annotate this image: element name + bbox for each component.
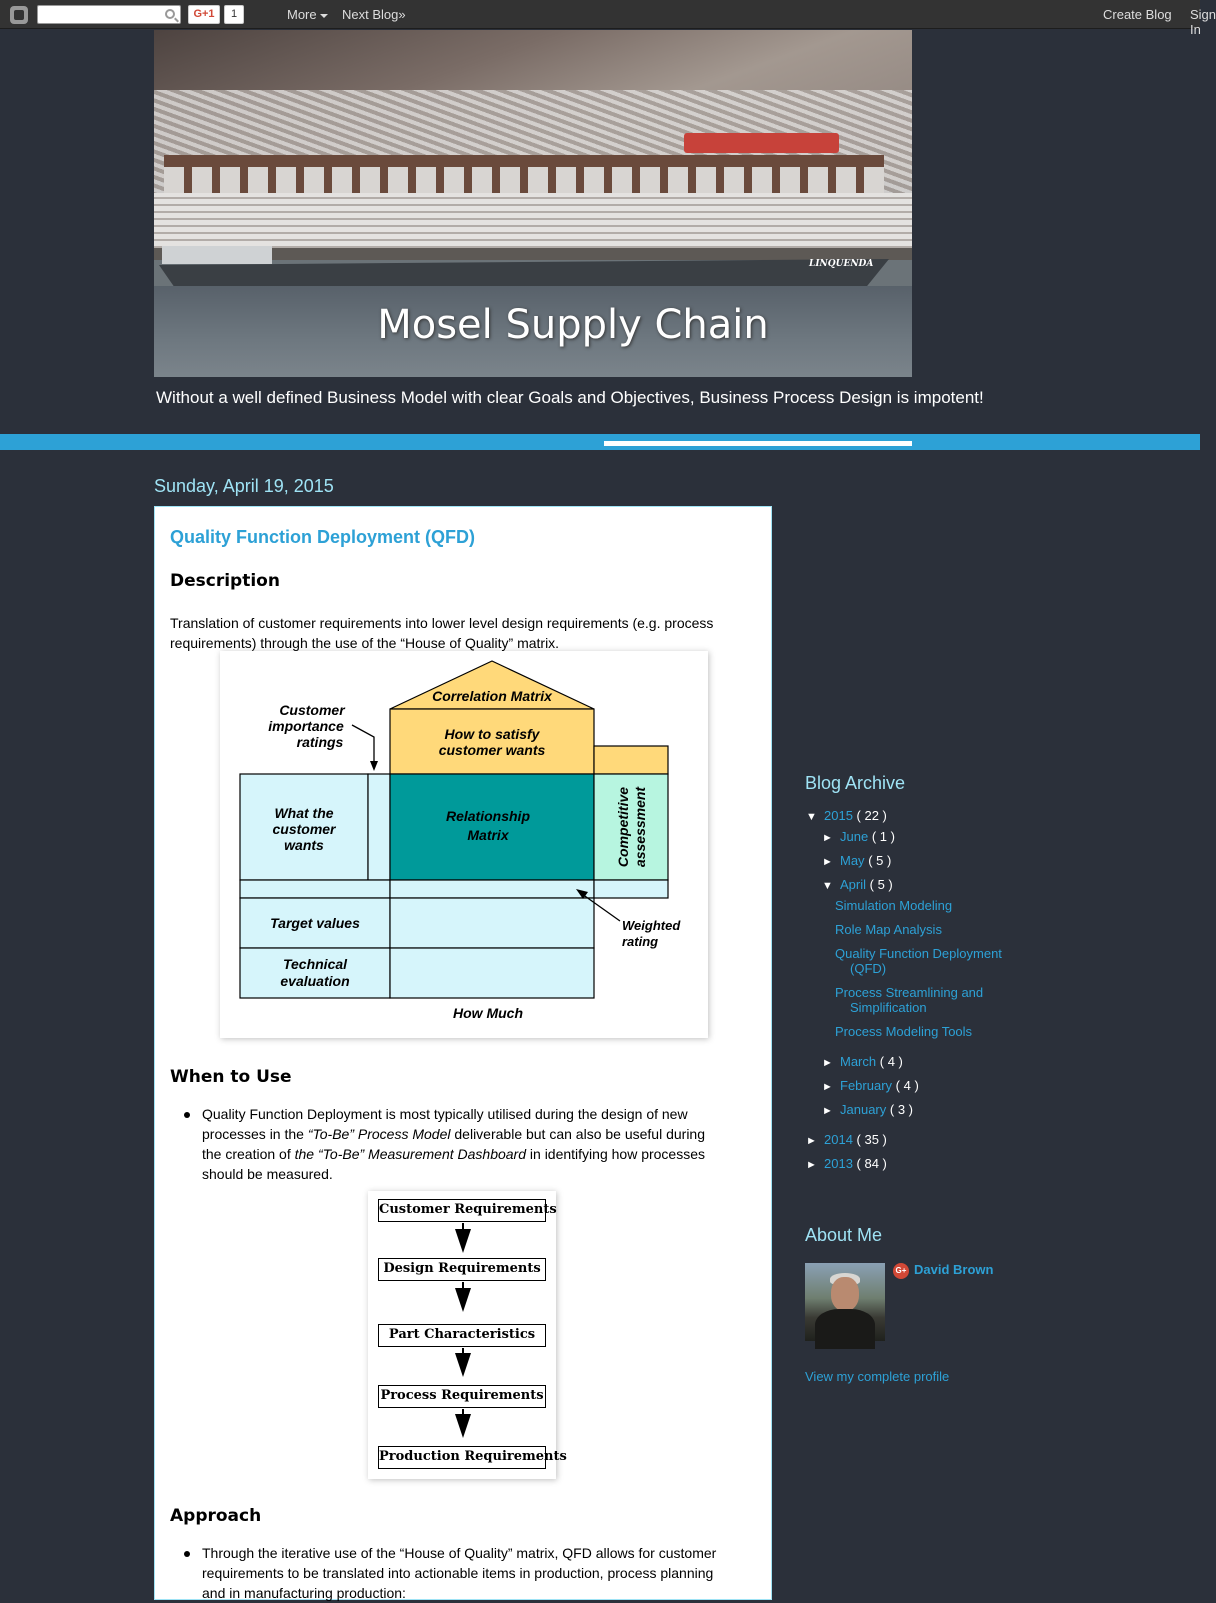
- approach-heading: Approach: [170, 1506, 262, 1526]
- view-profile-link[interactable]: View my complete profile: [805, 1369, 950, 1384]
- technical-label-2: evaluation: [280, 973, 350, 989]
- blog-title[interactable]: Mosel Supply Chain: [377, 302, 769, 348]
- archive-month-march[interactable]: [822, 1054, 903, 1069]
- post-title[interactable]: Quality Function Deployment (QFD): [170, 527, 475, 547]
- collapsed-toggle-icon[interactable]: ►: [822, 856, 833, 868]
- list-item: [202, 1104, 722, 1184]
- archive-month-january[interactable]: [822, 1102, 913, 1117]
- relationship-label-2: Matrix: [467, 827, 509, 843]
- technical-label-1: Technical: [282, 956, 348, 972]
- search-input[interactable]: [37, 5, 181, 24]
- how-much-label: How Much: [453, 1005, 523, 1021]
- tabs-bar: [0, 434, 1200, 450]
- archive-post-link[interactable]: Process Modeling Tools: [835, 1024, 973, 1039]
- archive-year-2013[interactable]: [806, 1156, 887, 1171]
- month-link[interactable]: June: [840, 829, 869, 844]
- customer-importance-label-1: Customer: [279, 702, 345, 718]
- flow-process-requirements: Process Requirements: [378, 1385, 546, 1408]
- archive-year-2015[interactable]: [806, 808, 887, 823]
- month-link[interactable]: May: [840, 853, 865, 868]
- relationship-label-1: Relationship: [445, 808, 531, 824]
- expanded-toggle-icon[interactable]: ▼: [806, 811, 817, 823]
- month-count: ( 4 ): [895, 1078, 919, 1093]
- month-count: ( 5 ): [869, 877, 893, 892]
- archive-post-link[interactable]: Quality Function Deployment: [835, 946, 1002, 961]
- bullet-icon: [184, 1551, 190, 1557]
- archive-year-2014[interactable]: [806, 1132, 887, 1147]
- archive-month-may[interactable]: [822, 853, 891, 868]
- arrow-down-icon: [455, 1229, 471, 1253]
- customer-importance-label-3: ratings: [296, 734, 344, 750]
- description-heading: Description: [170, 571, 280, 591]
- archive-post-link[interactable]: Simulation Modeling: [835, 898, 953, 913]
- competitive-label-2: assessment: [632, 786, 648, 868]
- create-blog-link[interactable]: Create Blog: [1103, 7, 1172, 22]
- what-label-1: What the: [274, 805, 334, 821]
- correlation-matrix-label: Correlation Matrix: [432, 688, 552, 704]
- month-count: ( 4 ): [879, 1054, 903, 1069]
- chevron-down-icon: [320, 14, 328, 18]
- month-count: ( 1 ): [871, 829, 895, 844]
- next-blog-link[interactable]: Next Blog»: [342, 7, 406, 22]
- archive-post-link[interactable]: Role Map Analysis: [835, 922, 942, 937]
- collapsed-toggle-icon[interactable]: ►: [822, 1081, 833, 1093]
- when-text-1: Quality Function Deployment is most typically utilised during the design of new processes in the: [202, 1106, 688, 1142]
- arrow-down-icon: [455, 1414, 471, 1438]
- collapsed-toggle-icon[interactable]: ►: [806, 1159, 817, 1171]
- flow-customer-requirements: Customer Requirements: [378, 1199, 546, 1222]
- year-link[interactable]: 2013: [824, 1156, 853, 1171]
- more-menu[interactable]: [287, 7, 328, 22]
- arrow-down-icon: [455, 1288, 471, 1312]
- blogger-navbar: [0, 0, 1216, 37]
- header-image[interactable]: [154, 30, 912, 377]
- description-text: Translation of customer requirements into lower level design requirements (e.g. process requirements) through the use of the “House of Quality” matrix.: [170, 615, 714, 651]
- when-emphasis-2: the “To-Be” Measurement Dashboard: [294, 1146, 527, 1162]
- month-link[interactable]: February: [840, 1078, 893, 1093]
- customer-importance-label-2: importance: [268, 718, 344, 734]
- year-count: ( 35 ): [856, 1132, 887, 1147]
- flow-production-requirements: Production Requirements: [378, 1446, 546, 1469]
- qfd-flow-figure[interactable]: [368, 1191, 567, 1479]
- month-link[interactable]: April: [840, 877, 867, 892]
- ship-name: LINQUENDA: [809, 259, 874, 269]
- approach-list: [202, 1543, 722, 1603]
- archive-post-link-cont[interactable]: Simplification: [850, 1000, 927, 1015]
- approach-text: Through the iterative use of the “House of Quality” matrix, QFD allows for customer requirements to be translated into actionable items in production, process planning and in manufacturing production:: [202, 1545, 717, 1601]
- what-label-2: customer: [272, 821, 336, 837]
- archive-post-link[interactable]: Process Streamlining and: [835, 985, 984, 1000]
- year-link[interactable]: 2015: [824, 808, 853, 823]
- collapsed-toggle-icon[interactable]: ►: [822, 1057, 833, 1069]
- flow-design-requirements: Design Requirements: [378, 1258, 546, 1281]
- what-label-3: wants: [284, 837, 324, 853]
- viaduct: [164, 167, 884, 193]
- house-of-quality-figure[interactable]: [220, 651, 708, 1038]
- search-icon[interactable]: [165, 9, 175, 19]
- month-link[interactable]: March: [840, 1054, 877, 1069]
- when-to-use-list: [202, 1104, 722, 1184]
- how-label-1: How to satisfy: [444, 726, 540, 742]
- target-values-label: Target values: [270, 915, 360, 931]
- post: [154, 506, 772, 1600]
- flow-part-characteristics: Part Characteristics: [378, 1324, 546, 1347]
- collapsed-toggle-icon[interactable]: ►: [806, 1135, 817, 1147]
- when-emphasis-1: “To-Be” Process Model: [307, 1126, 451, 1142]
- archive-month-february[interactable]: [822, 1078, 919, 1093]
- collapsed-toggle-icon[interactable]: ►: [822, 832, 833, 844]
- month-count: ( 5 ): [868, 853, 892, 868]
- month-link[interactable]: January: [840, 1102, 887, 1117]
- about-me-heading: About Me: [805, 1225, 883, 1245]
- date-header: Sunday, April 19, 2015: [154, 476, 334, 496]
- blog-description: Without a well defined Business Model with clear Goals and Objectives, Business Process Design is impotent!: [156, 388, 984, 407]
- year-link[interactable]: 2014: [824, 1132, 853, 1147]
- blogger-logo-icon[interactable]: [10, 6, 28, 24]
- year-count: ( 22 ): [856, 808, 887, 823]
- how-label-2: customer wants: [438, 742, 546, 758]
- when-text-2: deliverable but can also be useful during the creation of: [202, 1126, 706, 1162]
- archive-post-link-cont[interactable]: (QFD): [850, 961, 887, 976]
- archive-month-june[interactable]: [822, 829, 895, 844]
- sign-in-link[interactable]: Sign In: [1190, 7, 1216, 37]
- bullet-icon: [184, 1112, 190, 1118]
- month-count: ( 3 ): [889, 1102, 913, 1117]
- blog-archive-heading: Blog Archive: [805, 773, 906, 793]
- when-to-use-heading: When to Use: [170, 1067, 292, 1087]
- avatar[interactable]: [805, 1263, 885, 1341]
- weighted-label-2: rating: [622, 934, 659, 949]
- more-label: More: [287, 7, 317, 22]
- train: [684, 133, 839, 153]
- gplus-button[interactable]: G+1: [188, 5, 220, 24]
- competitive-label-1: Competitive: [615, 786, 631, 868]
- list-item: [202, 1543, 722, 1603]
- archive-month-april[interactable]: [822, 877, 893, 892]
- expanded-toggle-icon[interactable]: ▼: [822, 880, 833, 892]
- tabs-bar-highlight: [604, 441, 912, 446]
- gplus-count: 1: [224, 5, 244, 24]
- google-plus-icon[interactable]: G+: [893, 1263, 909, 1279]
- collapsed-toggle-icon[interactable]: ►: [822, 1105, 833, 1117]
- year-count: ( 84 ): [856, 1156, 887, 1171]
- arrow-down-icon: [455, 1353, 471, 1377]
- author-name-link[interactable]: David Brown: [914, 1262, 994, 1277]
- when-text-3: in identifying how processes should be measured.: [202, 1146, 706, 1182]
- weighted-label-1: Weighted: [622, 918, 681, 933]
